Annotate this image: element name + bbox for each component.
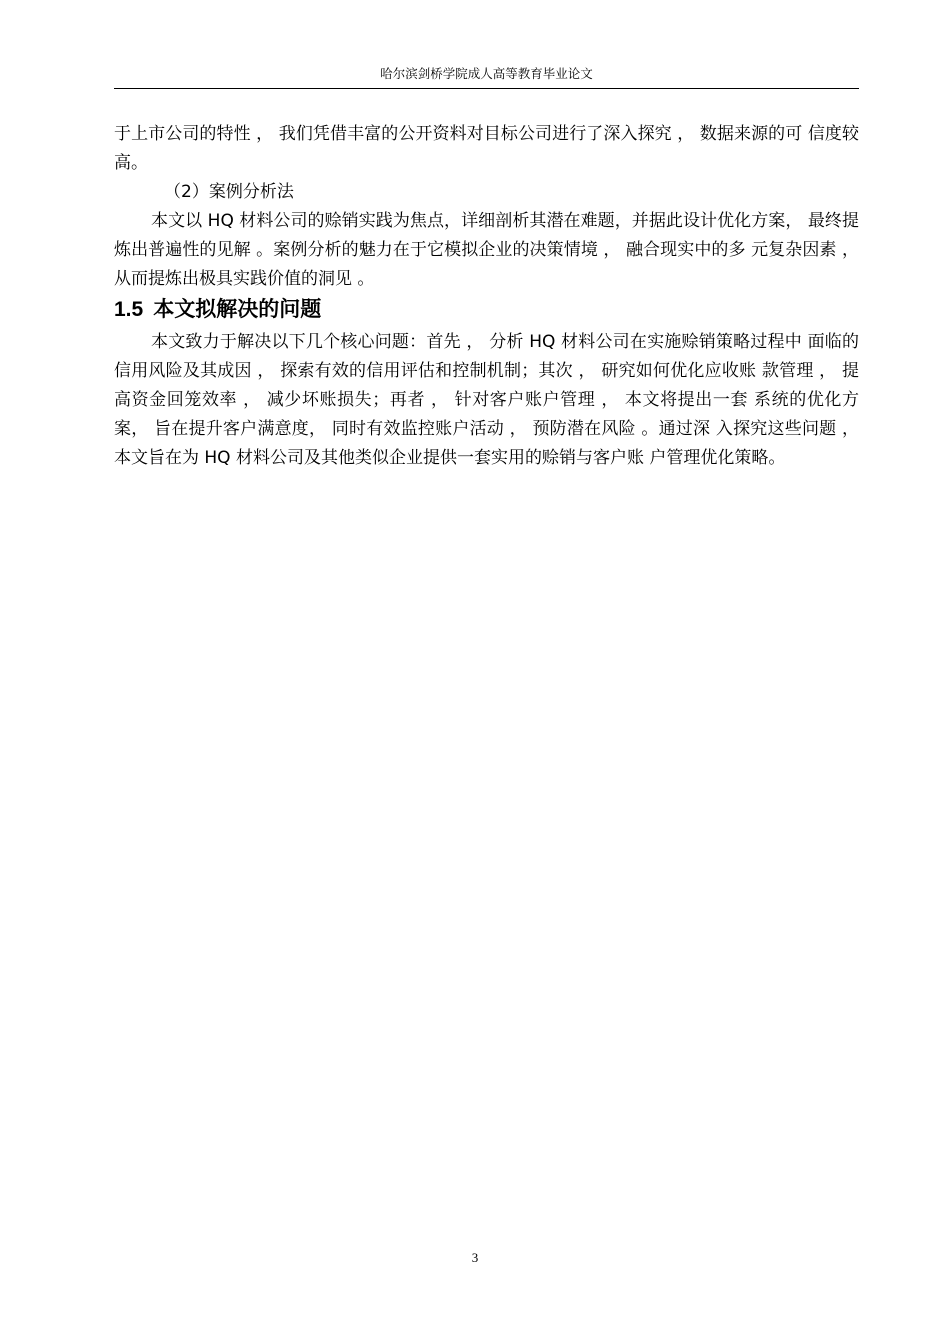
section-number: 1.5 bbox=[114, 298, 144, 321]
paragraph-continued: 于上市公司的特性 ， 我们凭借丰富的公开资料对目标公司进行了深入探究 ， 数据来源的可 信度较高。 bbox=[114, 124, 859, 173]
method-subtitle: （2）案例分析法 bbox=[164, 182, 294, 202]
page-header bbox=[114, 66, 859, 89]
section-heading bbox=[114, 296, 859, 324]
document-body bbox=[114, 120, 859, 473]
paragraph-case-method: 本文以 HQ 材料公司的赊销实践为焦点，详细剖析其潜在难题，并据此设计优化方案， 最终提炼出普遍性的见解 。案例分析的魅力在于它模拟企业的决策情境 ， 融合现实中的多 元复杂因素 ， 从而提炼出极具实践价值的洞见 。 bbox=[114, 211, 859, 289]
section-title: 本文拟解决的问题 bbox=[153, 298, 322, 321]
paragraph-problems: 本文致力于解决以下几个核心问题：首先 ， 分析 HQ 材料公司在实施赊销策略过程中 面临的信用风险及其成因 ， 探索有效的信用评估和控制机制；其次 ， 研究如何优化应收账 款管理 ， 提高资金回笼效率 ， 减少坏账损失；再者 ， 针对客户账户管理 ， 本文将提出一套 系统的优化方案， 旨在提升客户满意度， 同时有效监控账户活动 ， 预防潜在风险 。通过深 入探究这些问题 ， 本文旨在为 HQ 材料公司及其他类似企业提供一套实用的赊销与客户账 户管理优化策略。 bbox=[114, 332, 859, 468]
page-number: 3 bbox=[471, 1250, 479, 1265]
header-title: 哈尔滨剑桥学院成人高等教育毕业论文 bbox=[380, 66, 593, 81]
